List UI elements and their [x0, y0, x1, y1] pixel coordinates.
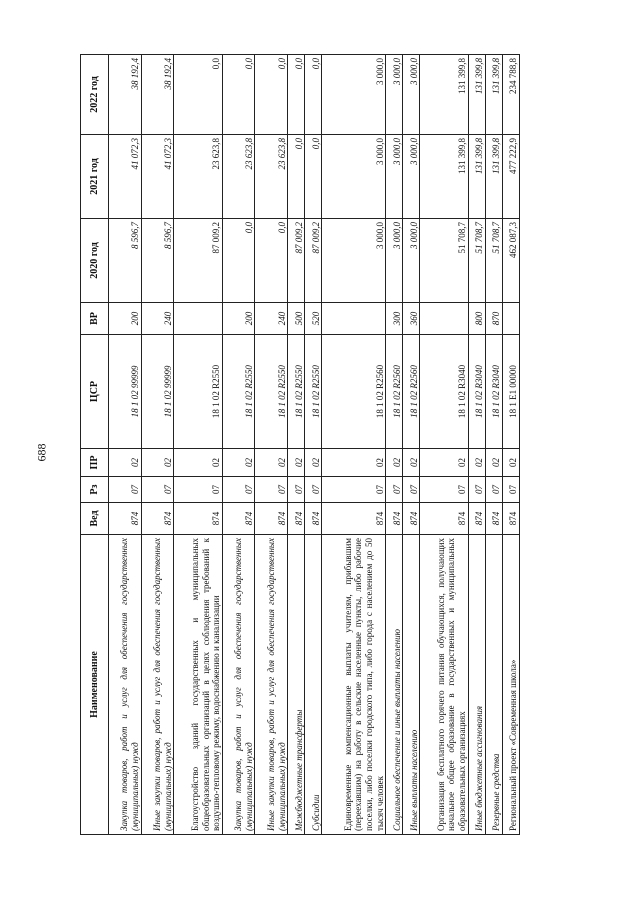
cell-rz: 07 — [420, 477, 468, 503]
cell-ved: 874 — [485, 503, 502, 535]
cell-vr — [420, 303, 468, 335]
cell-ved: 874 — [386, 503, 403, 535]
cell-ved: 874 — [420, 503, 468, 535]
cell-csr: 18 1 02 R2550 — [288, 335, 305, 449]
table-row — [174, 55, 222, 835]
cell-csr: 18 1 02 R2560 — [386, 335, 403, 449]
cell-2020: 51 708,7 — [485, 219, 502, 303]
cell-rz: 07 — [386, 477, 403, 503]
cell-vr — [174, 303, 222, 335]
cell-ved: 874 — [468, 503, 485, 535]
cell-pr: 02 — [174, 449, 222, 477]
cell-name: Иные бюджетные ассигнования — [468, 535, 485, 835]
cell-ved: 874 — [502, 503, 519, 535]
cell-2022: 38 192,4 — [109, 55, 142, 135]
table-row — [305, 55, 322, 835]
cell-pr: 02 — [420, 449, 468, 477]
table-header-row — [81, 55, 109, 835]
cell-2020: 87 009,2 — [174, 219, 222, 303]
cell-name: Иные закупки товаров, работ и услуг для обеспечения государственных (муниципальных) нужд — [141, 535, 174, 835]
cell-csr: 18 1 02 R2550 — [222, 335, 255, 449]
cell-csr: 18 1 02 R2550 — [174, 335, 222, 449]
cell-2020: 87 009,2 — [288, 219, 305, 303]
cell-ved: 874 — [255, 503, 288, 535]
cell-rz: 07 — [174, 477, 222, 503]
cell-vr: 240 — [255, 303, 288, 335]
cell-2022: 3 000,0 — [322, 55, 386, 135]
cell-name: Единовременные компенсационные выплаты учителям, прибывшим (переехавшим) на работу в сельские населенные пункты, либо рабочие поселки, либо поселки городского типа, либо города с населением до 50 тысяч человек — [322, 535, 386, 835]
cell-name: Межбюджетные трансферты — [288, 535, 305, 835]
cell-2020: 3 000,0 — [386, 219, 403, 303]
cell-2022: 3 000,0 — [386, 55, 403, 135]
cell-2022: 131 399,8 — [420, 55, 468, 135]
cell-2022: 131 399,8 — [468, 55, 485, 135]
cell-2022: 0,0 — [222, 55, 255, 135]
cell-rz: 07 — [322, 477, 386, 503]
cell-name: Организация бесплатного горячего питания обучающихся, получающих начальное общее образование в государственных и муниципальных образовательных организациях — [420, 535, 468, 835]
cell-name: Иные выплаты населению — [403, 535, 420, 835]
cell-name: Закупка товаров, работ и услуг для обеспечения государственных (муниципальных) нужд — [109, 535, 142, 835]
header-ved: Вед — [81, 503, 109, 535]
cell-pr: 02 — [255, 449, 288, 477]
cell-pr: 02 — [288, 449, 305, 477]
cell-2020: 462 087,3 — [502, 219, 519, 303]
table-row — [109, 55, 142, 835]
cell-2021: 131 399,8 — [468, 135, 485, 219]
table-row — [255, 55, 288, 835]
cell-rz: 07 — [403, 477, 420, 503]
cell-2021: 23 623,8 — [222, 135, 255, 219]
cell-vr — [502, 303, 519, 335]
header-2021: 2021 год — [81, 135, 109, 219]
header-2022: 2022 год — [81, 55, 109, 135]
cell-2021: 3 000,0 — [322, 135, 386, 219]
header-vr: ВР — [81, 303, 109, 335]
cell-rz: 07 — [305, 477, 322, 503]
header-name: Наименование — [81, 535, 109, 835]
header-pr: ПР — [81, 449, 109, 477]
cell-vr — [322, 303, 386, 335]
cell-2022: 0,0 — [174, 55, 222, 135]
cell-name: Субсидии — [305, 535, 322, 835]
table-row — [222, 55, 255, 835]
cell-rz: 07 — [288, 477, 305, 503]
table-row — [386, 55, 403, 835]
cell-pr: 02 — [109, 449, 142, 477]
budget-table — [80, 54, 520, 835]
cell-csr: 18 1 02 R3040 — [420, 335, 468, 449]
cell-csr: 18 1 Е1 00000 — [502, 335, 519, 449]
cell-2021: 41 072,3 — [109, 135, 142, 219]
cell-2020: 8 596,7 — [141, 219, 174, 303]
cell-2020: 51 708,7 — [468, 219, 485, 303]
cell-pr: 02 — [386, 449, 403, 477]
rotated-table-wrapper — [80, 55, 520, 835]
cell-vr: 300 — [386, 303, 403, 335]
cell-vr: 520 — [305, 303, 322, 335]
cell-2020: 0,0 — [255, 219, 288, 303]
cell-2022: 234 788,8 — [502, 55, 519, 135]
cell-csr: 18 1 02 R2550 — [305, 335, 322, 449]
cell-name: Благоустройство зданий государственных и муниципальных общеобразовательных организаций в целях соблюдения требований к воздушно-тепловому режиму, водоснабжению и канализации — [174, 535, 222, 835]
cell-ved: 874 — [141, 503, 174, 535]
cell-2020: 0,0 — [222, 219, 255, 303]
cell-2020: 87 009,2 — [305, 219, 322, 303]
cell-vr: 240 — [141, 303, 174, 335]
cell-2022: 0,0 — [288, 55, 305, 135]
cell-2022: 0,0 — [305, 55, 322, 135]
cell-2021: 131 399,8 — [485, 135, 502, 219]
table-row — [322, 55, 386, 835]
cell-csr: 18 1 02 R2560 — [403, 335, 420, 449]
cell-2021: 3 000,0 — [386, 135, 403, 219]
cell-pr: 02 — [222, 449, 255, 477]
cell-name: Закупка товаров, работ и услуг для обеспечения государственных (муниципальных) нужд — [222, 535, 255, 835]
cell-rz: 07 — [485, 477, 502, 503]
table-row — [141, 55, 174, 835]
table-row — [420, 55, 468, 835]
cell-name: Социальное обеспечение и иные выплаты населению — [386, 535, 403, 835]
cell-2020: 3 000,0 — [403, 219, 420, 303]
cell-pr: 02 — [403, 449, 420, 477]
cell-2021: 23 623,8 — [174, 135, 222, 219]
table-container — [80, 55, 520, 835]
cell-2021: 3 000,0 — [403, 135, 420, 219]
cell-ved: 874 — [322, 503, 386, 535]
cell-2020: 51 708,7 — [420, 219, 468, 303]
cell-vr: 200 — [222, 303, 255, 335]
cell-csr: 18 1 02 99999 — [141, 335, 174, 449]
cell-2022: 3 000,0 — [403, 55, 420, 135]
cell-name: Резервные средства — [485, 535, 502, 835]
cell-name: Иные закупки товаров, работ и услуг для обеспечения государственных (муниципальных) нужд — [255, 535, 288, 835]
header-rz: Рз — [81, 477, 109, 503]
cell-pr: 02 — [305, 449, 322, 477]
page-number: 688 — [34, 443, 49, 462]
cell-rz: 07 — [222, 477, 255, 503]
cell-ved: 874 — [403, 503, 420, 535]
cell-vr: 870 — [485, 303, 502, 335]
cell-pr: 02 — [141, 449, 174, 477]
cell-rz: 07 — [109, 477, 142, 503]
table-row — [502, 55, 519, 835]
cell-2021: 131 399,8 — [420, 135, 468, 219]
cell-rz: 07 — [255, 477, 288, 503]
cell-2021: 0,0 — [288, 135, 305, 219]
cell-ved: 874 — [288, 503, 305, 535]
table-row — [288, 55, 305, 835]
cell-ved: 874 — [222, 503, 255, 535]
cell-vr: 800 — [468, 303, 485, 335]
cell-vr: 500 — [288, 303, 305, 335]
cell-2022: 0,0 — [255, 55, 288, 135]
cell-rz: 07 — [141, 477, 174, 503]
cell-rz: 07 — [468, 477, 485, 503]
cell-name: Региональный проект «Современная школа» — [502, 535, 519, 835]
cell-pr: 02 — [322, 449, 386, 477]
table-row — [485, 55, 502, 835]
cell-2022: 38 192,4 — [141, 55, 174, 135]
cell-2021: 23 623,8 — [255, 135, 288, 219]
cell-csr: 18 1 02 R3040 — [468, 335, 485, 449]
cell-pr: 02 — [502, 449, 519, 477]
cell-rz: 07 — [502, 477, 519, 503]
cell-2020: 8 596,7 — [109, 219, 142, 303]
cell-2020: 3 000,0 — [322, 219, 386, 303]
header-2020: 2020 год — [81, 219, 109, 303]
cell-pr: 02 — [485, 449, 502, 477]
header-csr: ЦСР — [81, 335, 109, 449]
cell-vr: 360 — [403, 303, 420, 335]
cell-pr: 02 — [468, 449, 485, 477]
cell-csr: 18 1 02 R3040 — [485, 335, 502, 449]
table-row — [468, 55, 485, 835]
cell-vr: 200 — [109, 303, 142, 335]
cell-2021: 477 222,9 — [502, 135, 519, 219]
table-row — [403, 55, 420, 835]
cell-2022: 131 399,8 — [485, 55, 502, 135]
cell-2021: 41 072,3 — [141, 135, 174, 219]
cell-csr: 18 1 02 R2550 — [255, 335, 288, 449]
cell-csr: 18 1 02 R2560 — [322, 335, 386, 449]
cell-ved: 874 — [305, 503, 322, 535]
cell-csr: 18 1 02 99999 — [109, 335, 142, 449]
cell-ved: 874 — [109, 503, 142, 535]
cell-ved: 874 — [174, 503, 222, 535]
cell-2021: 0,0 — [305, 135, 322, 219]
